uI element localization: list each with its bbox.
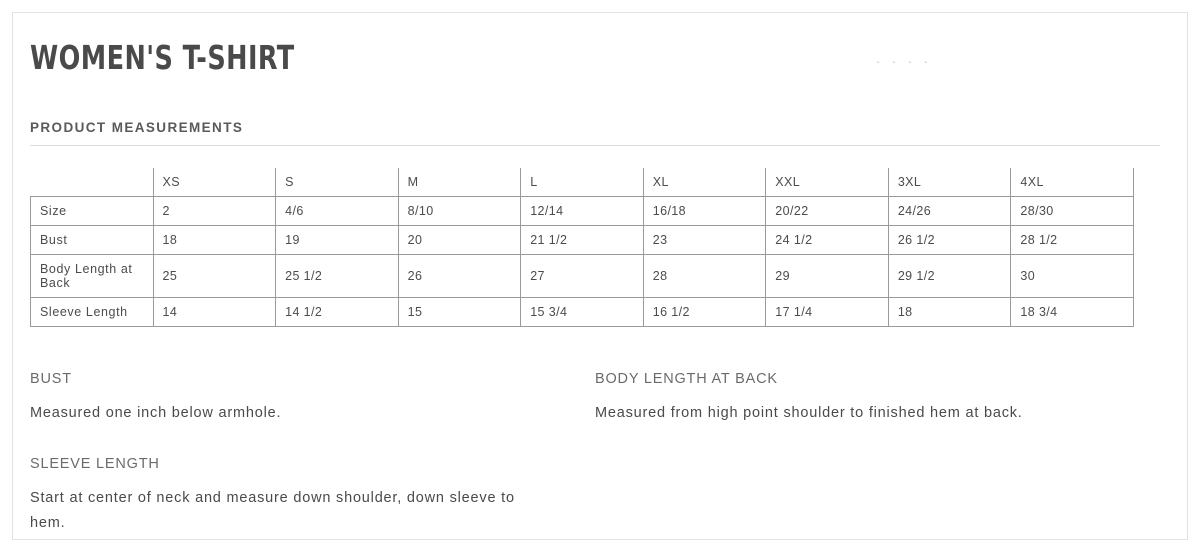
note-title-bust: BUST xyxy=(30,370,72,387)
document-content xyxy=(30,38,1160,552)
measurements-table xyxy=(30,168,1134,327)
cell-body-length-4xl: 30 xyxy=(1011,254,1134,297)
size-header-xs: XS xyxy=(153,168,276,197)
cell-body-length-3xl: 29 1/2 xyxy=(888,254,1011,297)
note-bust xyxy=(30,371,595,426)
section-header-product-measurements: PRODUCT MEASUREMENTS xyxy=(30,120,1160,146)
table-row xyxy=(31,196,1134,225)
cell-sleeve-length-m: 15 xyxy=(398,297,521,326)
cell-sleeve-length-xs: 14 xyxy=(153,297,276,326)
note-body-bust: Measured one inch below armhole. xyxy=(30,404,282,421)
decorative-dots: · · · · xyxy=(875,54,932,69)
cell-bust-xs: 18 xyxy=(153,225,276,254)
cell-body-length-l: 27 xyxy=(521,254,644,297)
cell-size-3xl: 24/26 xyxy=(888,196,1011,225)
size-header-s: S xyxy=(276,168,399,197)
size-header-xxl: XXL xyxy=(766,168,889,197)
page-title: WOMEN'S T-SHIRT xyxy=(30,38,295,77)
cell-bust-xl: 23 xyxy=(643,225,766,254)
cell-body-length-m: 26 xyxy=(398,254,521,297)
row-label-sleeve-length: Sleeve Length xyxy=(31,297,154,326)
cell-size-4xl: 28/30 xyxy=(1011,196,1134,225)
cell-size-s: 4/6 xyxy=(276,196,399,225)
cell-size-xl: 16/18 xyxy=(643,196,766,225)
cell-body-length-xs: 25 xyxy=(153,254,276,297)
cell-sleeve-length-s: 14 1/2 xyxy=(276,297,399,326)
size-header-l: L xyxy=(521,168,644,197)
note-sleeve-length xyxy=(30,456,595,537)
table-header-row xyxy=(31,168,1134,197)
note-title-sleeve-length: SLEEVE LENGTH xyxy=(30,455,160,472)
table-row xyxy=(31,225,1134,254)
size-header-m: M xyxy=(398,168,521,197)
cell-sleeve-length-l: 15 3/4 xyxy=(521,297,644,326)
cell-body-length-s: 25 1/2 xyxy=(276,254,399,297)
measurement-notes xyxy=(30,371,1160,552)
row-label-size: Size xyxy=(31,196,154,225)
note-title-body-length: BODY LENGTH AT BACK xyxy=(595,370,778,387)
note-body-sleeve-length: Start at center of neck and measure down shoulder, down sleeve to hem. xyxy=(30,489,515,532)
cell-bust-3xl: 26 1/2 xyxy=(888,225,1011,254)
row-label-bust: Bust xyxy=(31,225,154,254)
cell-size-xs: 2 xyxy=(153,196,276,225)
note-body-body-length: Measured from high point shoulder to finished hem at back. xyxy=(595,404,1023,421)
cell-body-length-xxl: 29 xyxy=(766,254,889,297)
cell-sleeve-length-xxl: 17 1/4 xyxy=(766,297,889,326)
cell-sleeve-length-xl: 16 1/2 xyxy=(643,297,766,326)
table-row xyxy=(31,254,1134,297)
table-row xyxy=(31,297,1134,326)
cell-size-m: 8/10 xyxy=(398,196,521,225)
cell-bust-s: 19 xyxy=(276,225,399,254)
cell-sleeve-length-4xl: 18 3/4 xyxy=(1011,297,1134,326)
cell-sleeve-length-3xl: 18 xyxy=(888,297,1011,326)
row-label-body-length-at-back: Body Length at Back xyxy=(31,254,154,297)
size-header-xl: XL xyxy=(643,168,766,197)
cell-bust-l: 21 1/2 xyxy=(521,225,644,254)
cell-bust-xxl: 24 1/2 xyxy=(766,225,889,254)
cell-bust-m: 20 xyxy=(398,225,521,254)
cell-body-length-xl: 28 xyxy=(643,254,766,297)
table-corner-cell xyxy=(31,168,154,197)
size-header-4xl: 4XL xyxy=(1011,168,1134,197)
cell-size-l: 12/14 xyxy=(521,196,644,225)
note-body-length-at-back xyxy=(595,371,1160,426)
size-header-3xl: 3XL xyxy=(888,168,1011,197)
cell-size-xxl: 20/22 xyxy=(766,196,889,225)
cell-bust-4xl: 28 1/2 xyxy=(1011,225,1134,254)
